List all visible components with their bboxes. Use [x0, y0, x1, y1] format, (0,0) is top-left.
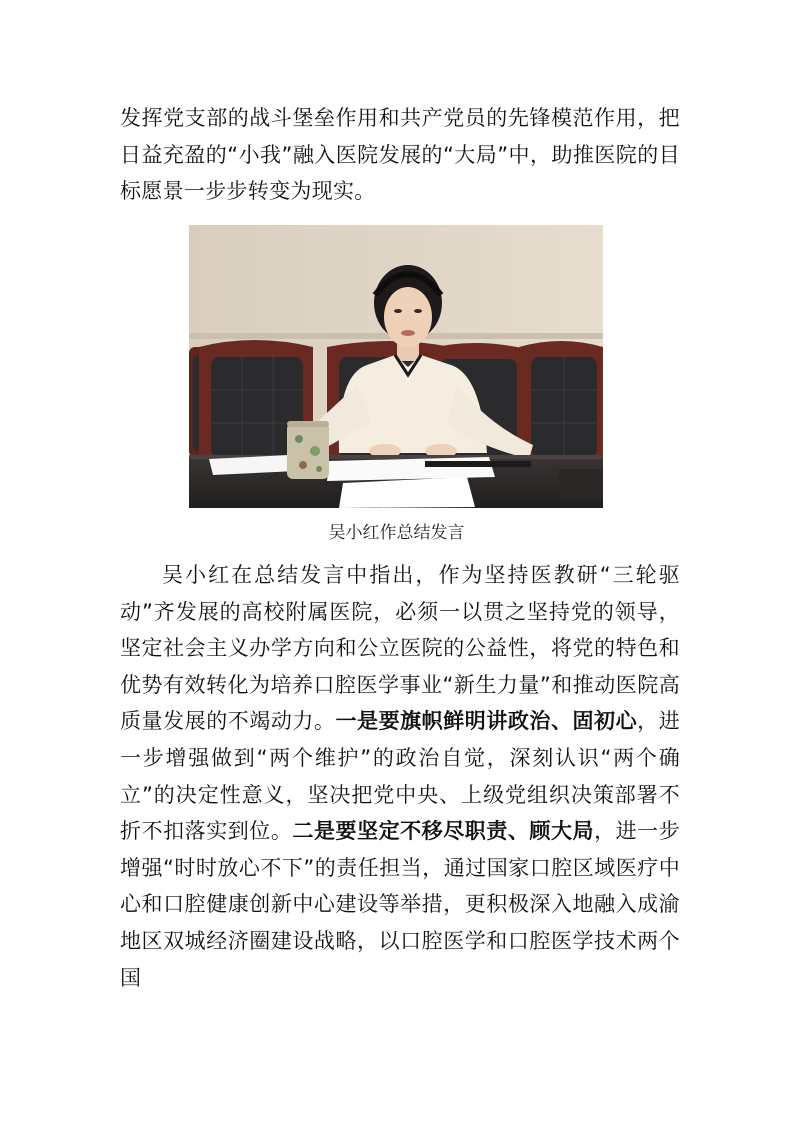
paragraph-2-text-b: ，进一步增强做到“两个维护”的政治自觉，深刻认识“两个确立”的决定性意义，坚决把党中央、上级党组织决策部署不折不扣落实到位。	[120, 709, 681, 844]
ceramic-cup	[287, 421, 329, 479]
chair-right	[519, 341, 603, 457]
paragraph-2-bold-point-2: 二是要坚定不移尽职责、顾大局	[292, 819, 595, 844]
meeting-photo	[189, 225, 603, 508]
paragraph-1	[120, 100, 680, 210]
paragraph-1-text: 发挥党支部的战斗堡垒作用和共产党员的先锋模范作用，把日益充盈的“小我”融入医院发展的“大局”中，助推医院的目标愿景一步步转变为现实。	[120, 106, 680, 204]
paragraph-2-text-a: 吴小红在总结发言中指出，作为坚持医教研“三轮驱动”齐发展的高校附属医院，必须一以贯之坚持党的领导，坚定社会主义办学方向和公立医院的公益性，将党的特色和优势有效转化为培养口腔医学事业“新生力量”和推动医院高质量发展的不竭动力。	[120, 563, 680, 734]
paragraph-2	[120, 557, 680, 996]
photo-caption: 吴小红作总结发言	[328, 523, 465, 543]
meeting-photo-illustration	[189, 225, 603, 508]
paragraph-2-text-c: ，进一步增强“时时放心不下”的责任担当，通过国家口腔区域医疗中心和口腔健康创新中心建设等举措，更积极深入地融入成渝地区双城经济圈建设战略，以口腔医学和口腔医学技术两个国	[120, 819, 681, 990]
paragraph-2-bold-point-1: 一是要旗帜鲜明讲政治、固初心	[335, 709, 638, 734]
